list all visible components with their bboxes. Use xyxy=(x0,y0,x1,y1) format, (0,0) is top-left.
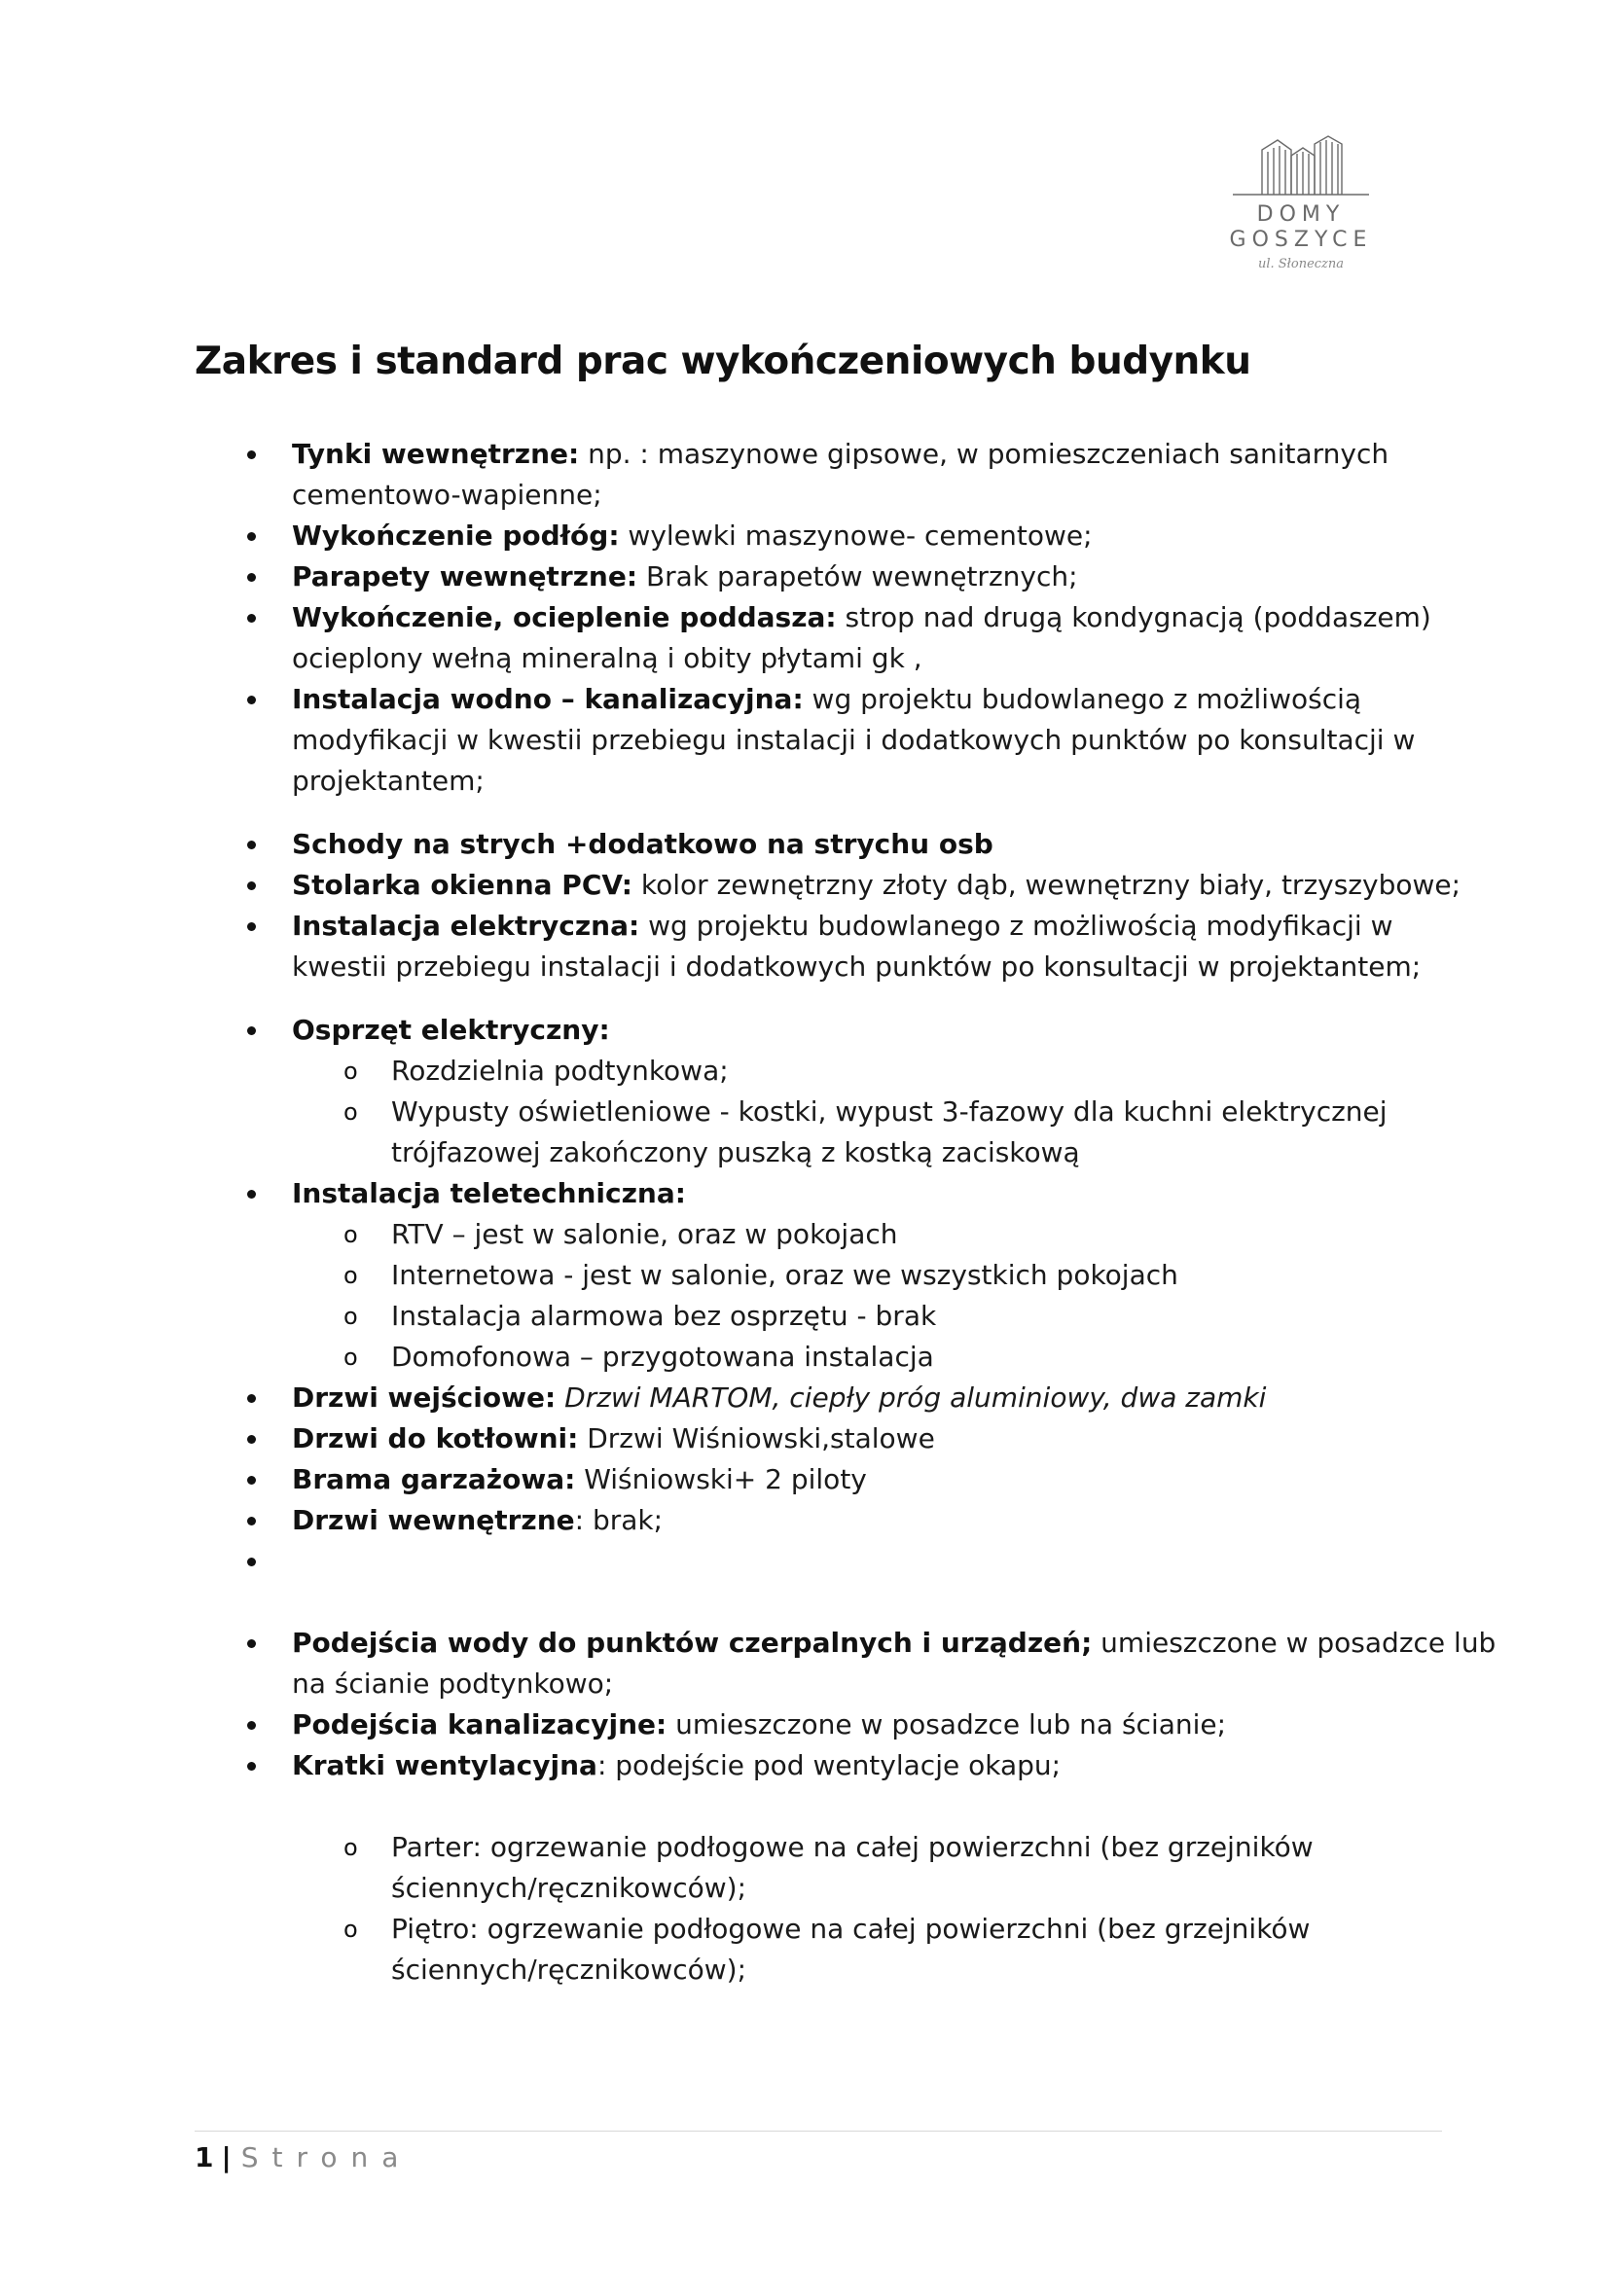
item-label: Drzwi wewnętrzne xyxy=(292,1504,575,1536)
bullet-dot xyxy=(247,922,256,931)
bullet-dot xyxy=(247,450,256,459)
list-item xyxy=(292,556,1078,597)
sub-bullet: o xyxy=(343,1344,358,1371)
bullet-dot xyxy=(247,1762,256,1771)
list-item-continuation: ocieplony wełną mineralną i obity płytami gk , xyxy=(292,642,922,674)
item-text: kolor zewnętrzny złoty dąb, wewnętrzny biały, trzyszybowe; xyxy=(632,869,1461,901)
list-item xyxy=(292,597,1431,638)
sub-bullet: o xyxy=(343,1834,358,1861)
item-label: Stolarka okienna PCV: xyxy=(292,869,632,901)
sub-bullet: o xyxy=(343,1098,358,1126)
item-label: Osprzęt elektryczny: xyxy=(292,1014,610,1046)
page-number: 1 xyxy=(195,2141,214,2173)
list-item xyxy=(292,1378,1266,1418)
sub-item: Domofonowa – przygotowana instalacja xyxy=(391,1341,934,1373)
logo-line-goszyce: GOSZYCE xyxy=(1229,228,1373,252)
logo-signature: ul. Słoneczna xyxy=(1257,257,1345,271)
sub-item: Instalacja alarmowa bez osprzętu - brak xyxy=(391,1300,937,1332)
bullet-dot xyxy=(247,1639,256,1648)
item-label: Podejścia wody do punktów czerpalnych i urządzeń; xyxy=(292,1627,1093,1659)
sub-item: RTV – jest w salonie, oraz w pokojach xyxy=(391,1218,898,1250)
buildings-icon xyxy=(1233,134,1369,202)
list-item xyxy=(292,1500,663,1541)
bullet-dot xyxy=(247,1435,256,1444)
item-text: : podejście pod wentylacje okapu; xyxy=(596,1749,1062,1781)
list-item xyxy=(292,1459,867,1500)
sub-bullet: o xyxy=(343,1262,358,1289)
sub-item-continuation: trójfazowej zakończony puszką z kostką zaciskową xyxy=(391,1136,1080,1168)
list-item-continuation: na ścianie podtynkowo; xyxy=(292,1668,614,1700)
item-label: Instalacja elektryczna: xyxy=(292,910,640,942)
list-item xyxy=(292,1173,686,1214)
footer-divider xyxy=(195,2131,1442,2132)
list-item xyxy=(292,1704,1226,1745)
sub-item: Internetowa - jest w salonie, oraz we wszystkich pokojach xyxy=(391,1259,1178,1291)
item-text: Wiśniowski+ 2 piloty xyxy=(575,1463,867,1495)
list-item-continuation: kwestii przebiegu instalacji i dodatkowych punktów po konsultacji w projektantem; xyxy=(292,951,1422,983)
heating-item: Piętro: ogrzewanie podłogowe na całej powierzchni (bez grzejników xyxy=(391,1913,1311,1945)
list-item xyxy=(292,906,1393,947)
bullet-dot xyxy=(247,614,256,623)
bullet-dot xyxy=(247,881,256,890)
list-item-continuation: cementowo-wapienne; xyxy=(292,479,602,511)
footer-separator: | xyxy=(221,2141,232,2173)
heating-item: Parter: ogrzewanie podłogowe na całej powierzchni (bez grzejników xyxy=(391,1831,1314,1863)
item-label: Drzwi do kotłowni: xyxy=(292,1422,579,1454)
bullet-dot xyxy=(247,1190,256,1199)
bullet-dot xyxy=(247,1394,256,1403)
list-item xyxy=(292,434,1389,475)
list-item-continuation: modyfikacji w kwestii przebiegu instalacji i dodatkowych punktów po konsultacji w xyxy=(292,724,1416,756)
list-item xyxy=(292,1418,935,1459)
footer-label: Strona xyxy=(240,2141,413,2173)
company-logo xyxy=(1228,134,1374,298)
item-label: Wykończenie podłóg: xyxy=(292,520,620,552)
item-text: wg projektu budowlanego z możliwością xyxy=(803,683,1362,715)
list-item xyxy=(292,824,993,865)
item-text: wylewki maszynowe- cementowe; xyxy=(619,520,1093,552)
item-label: Wykończenie, ocieplenie poddasza: xyxy=(292,601,837,633)
item-label: Podejścia kanalizacyjne: xyxy=(292,1708,667,1740)
bullet-dot xyxy=(247,1558,256,1566)
item-text-italic: Drzwi MARTOM, ciepły próg aluminiowy, dwa zamki xyxy=(556,1381,1267,1414)
item-text: wg projektu budowlanego z możliwością modyfikacji w xyxy=(639,910,1393,942)
list-item xyxy=(292,1010,610,1051)
page-footer xyxy=(195,2140,412,2175)
item-label: Brama garzażowa: xyxy=(292,1463,576,1495)
item-text: strop nad drugą kondygnacją (poddaszem) xyxy=(836,601,1431,633)
item-text: Drzwi Wiśniowski,stalowe xyxy=(578,1422,935,1454)
list-item xyxy=(292,1745,1061,1786)
bullet-dot xyxy=(247,1476,256,1485)
page-title: Zakres i standard prac wykończeniowych budynku xyxy=(195,340,1251,383)
sub-bullet: o xyxy=(343,1058,358,1085)
item-text: umieszczone w posadzce lub xyxy=(1092,1627,1497,1659)
item-text: : brak; xyxy=(574,1504,664,1536)
list-item xyxy=(292,516,1093,556)
item-label: Instalacja wodno – kanalizacyjna: xyxy=(292,683,804,715)
list-item xyxy=(292,679,1361,720)
sub-item: Rozdzielnia podtynkowa; xyxy=(391,1055,729,1087)
bullet-dot xyxy=(247,841,256,849)
item-label: Tynki wewnętrzne: xyxy=(292,438,580,470)
sub-bullet: o xyxy=(343,1303,358,1330)
list-item xyxy=(292,865,1461,906)
sub-bullet: o xyxy=(343,1916,358,1943)
item-label: Schody na strych +dodatkowo na strychu osb xyxy=(292,828,993,860)
list-item-continuation: projektantem; xyxy=(292,765,485,797)
heating-item-continuation: ściennych/ręcznikowców); xyxy=(391,1954,747,1986)
heating-item-continuation: ściennych/ręcznikowców); xyxy=(391,1872,747,1904)
bullet-dot xyxy=(247,1026,256,1035)
logo-line-domy: DOMY xyxy=(1256,202,1346,227)
item-label: Instalacja teletechniczna: xyxy=(292,1177,686,1209)
bullet-dot xyxy=(247,1721,256,1730)
item-text: umieszczone w posadzce lub na ścianie; xyxy=(667,1708,1227,1740)
item-label: Drzwi wejściowe: xyxy=(292,1381,557,1414)
item-text: np. : maszynowe gipsowe, w pomieszczeniach sanitarnych xyxy=(579,438,1389,470)
item-text: Brak parapetów wewnętrznych; xyxy=(637,560,1078,592)
list-item xyxy=(292,1623,1496,1664)
item-label: Parapety wewnętrzne: xyxy=(292,560,638,592)
sub-bullet: o xyxy=(343,1221,358,1248)
bullet-dot xyxy=(247,532,256,541)
bullet-dot xyxy=(247,1517,256,1525)
item-label: Kratki wentylacyjna xyxy=(292,1749,597,1781)
sub-item: Wypusty oświetleniowe - kostki, wypust 3-fazowy dla kuchni elektrycznej xyxy=(391,1095,1388,1128)
bullet-dot xyxy=(247,696,256,704)
bullet-dot xyxy=(247,573,256,582)
